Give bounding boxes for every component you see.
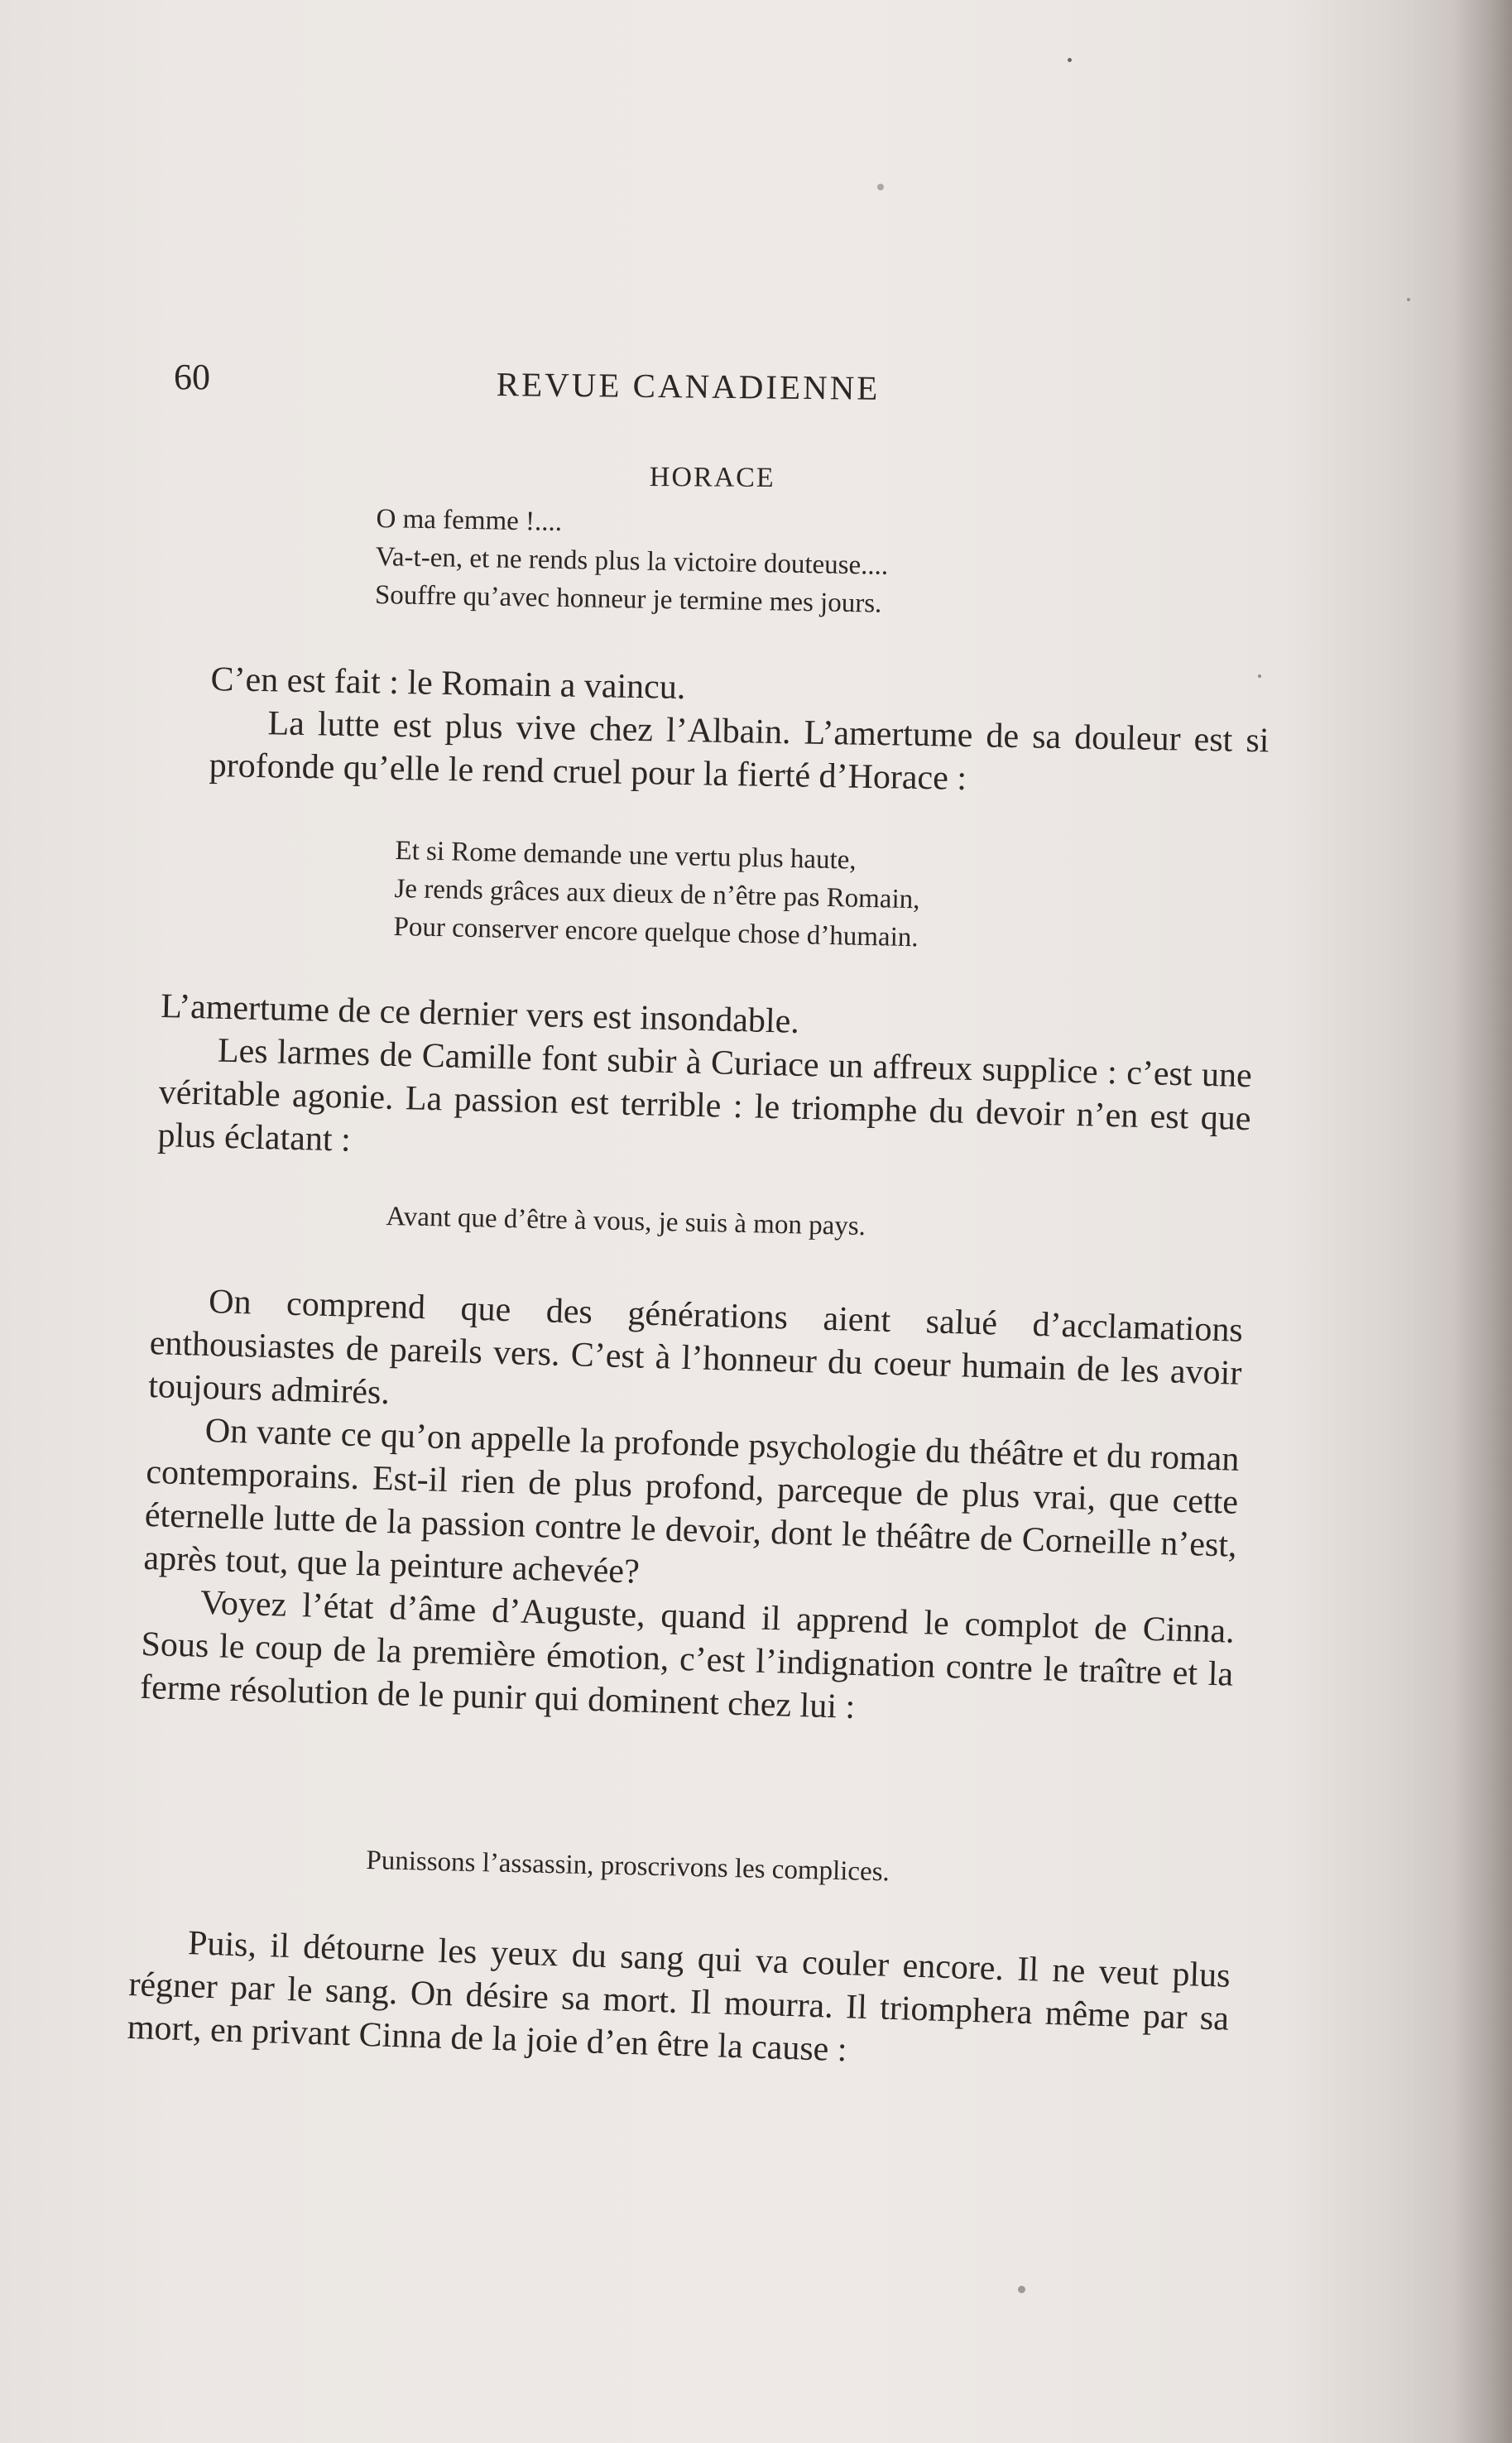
- paragraph: L’amertume de ce dernier vers est insondable.: [160, 986, 800, 1041]
- paragraph: Voyez l’état d’âme d’Auguste, quand il apprend le complot de Cinna. Sous le coup de la première émotion, c’est l’indignation contre le traître et la ferme résolution de le punir qui dominent chez lui :: [139, 1583, 1236, 1726]
- paragraph: On vante ce qu’on appelle la profonde psychologie du théâtre et du roman contemporains. Est-il rien de plus profond, parceque de plus vrai, que cette éternelle lutte de la passion contre le devoir, dont le théâtre de Corneille n’est, après tout, que la peinture achevée?: [142, 1411, 1241, 1591]
- prose-section-1: [209, 658, 1270, 805]
- paper-speck: [1068, 58, 1072, 62]
- prose-section-2: [157, 985, 1254, 1183]
- verse-quote-3: [386, 1198, 866, 1245]
- verse-line: Et si Rome demande une vertu plus haute,: [395, 835, 857, 876]
- verse-line: Souffre qu’avec honneur je termine mes jours.: [374, 579, 882, 619]
- running-title: REVUE CANADIENNE: [496, 364, 881, 407]
- paper-speck: [1018, 2286, 1025, 2293]
- paper-speck: [877, 184, 884, 190]
- paragraph: La lutte est plus vive chez l’Albain. L’amertume de sa douleur est si profonde qu’elle le rend cruel pour la fierté d’Horace :: [209, 704, 1270, 798]
- page-header: [174, 356, 1001, 406]
- verse-quote-1: [375, 500, 890, 623]
- verse-line: Va-t-en, et ne rends plus la victoire douteuse....: [375, 541, 889, 581]
- verse-quote-2: [393, 832, 921, 957]
- speaker-name: HORACE: [649, 462, 775, 494]
- page-gutter-shadow: [1454, 0, 1512, 2443]
- verse-line: Je rends grâces aux dieux de n’être pas Romain,: [394, 873, 920, 915]
- paper-speck: [1407, 298, 1410, 301]
- verse-quote-4: [366, 1841, 890, 1891]
- paragraph: Les larmes de Camille font subir à Curiace un affreux supplice : c’est une véritable agonie. La passion est terrible : le triomphe du devoir n’en est que plus éclatant :: [156, 1031, 1253, 1159]
- paragraph: On comprend que des générations aient salué d’acclamations enthousiastes de pareils vers. C’est à l’honneur du coeur humain de les avoir toujours admirés.: [147, 1282, 1244, 1413]
- paragraph: C’en est fait : le Romain a vaincu.: [210, 660, 686, 708]
- paragraph: Puis, il détourne les yeux du sang qui va couler encore. Il ne veut plus régner par le sang. On désire sa mort. Il mourra. Il triomphera même par sa mort, en privant Cinna de la joie d’en être la cause :: [127, 1924, 1231, 2070]
- verse-line: O ma femme !....: [376, 503, 563, 537]
- verse-line: Pour conserver encore quelque chose d’humain.: [393, 911, 919, 953]
- verse-line: Punissons l’assassin, proscrivons les complices.: [366, 1845, 890, 1888]
- prose-section-3: [139, 1279, 1243, 1740]
- verse-line: Avant que d’être à vous, je suis à mon pays.: [386, 1201, 866, 1242]
- prose-section-4: [127, 1920, 1231, 2084]
- page-number: 60: [174, 357, 210, 397]
